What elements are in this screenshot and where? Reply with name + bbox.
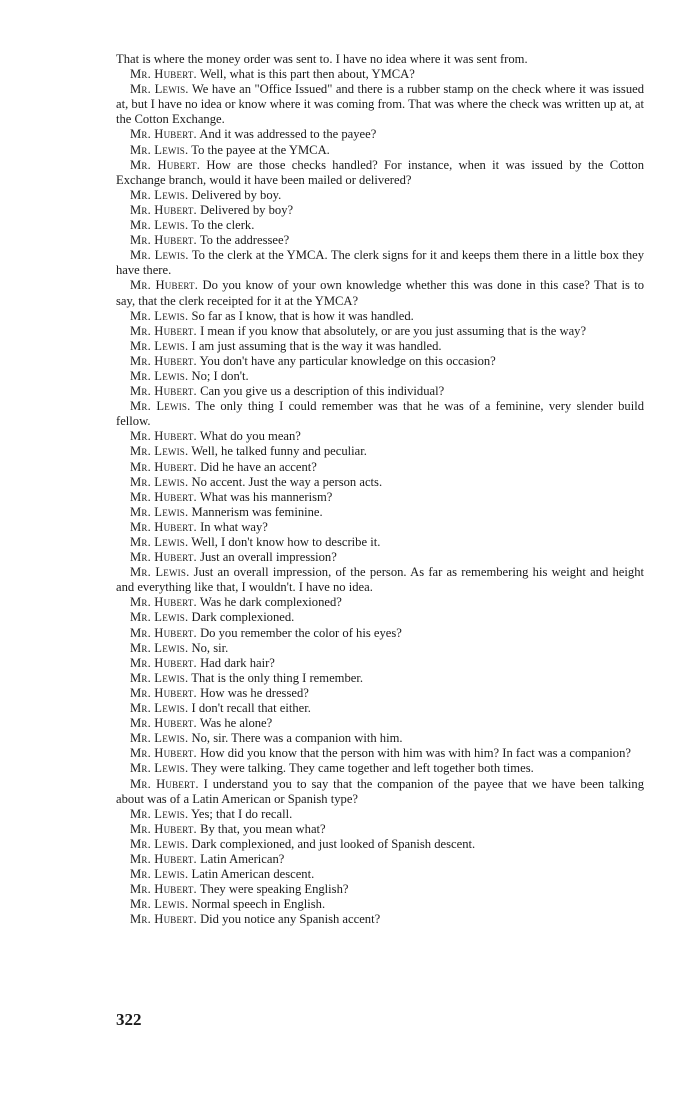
speech-text: I understand you to say that the companion of the payee that we have been talking about was of a Latin American or Spanish type? [116,776,645,806]
speaker-name: Mr. Hubert. [130,851,197,866]
speaker-name: Mr. Hubert. [130,776,199,791]
dialogue-paragraph [116,912,644,927]
speech-text: I don't recall that either. [191,701,311,716]
dialogue-paragraph [116,233,644,248]
speaker-name: Mr. Hubert. [130,202,197,217]
speech-text: How did you know that the person with him was with him? In fact was a companion? [200,746,631,761]
dialogue-paragraph [116,535,644,550]
dialogue-paragraph [116,686,644,701]
dialogue-paragraph [116,731,644,746]
speech-text: Do you remember the color of his eyes? [200,625,402,640]
dialogue-paragraph [116,460,644,475]
speech-text: To the clerk at the YMCA. The clerk signs for it and keeps them there in a little box they have there. [116,248,645,278]
dialogue-paragraph [116,626,644,641]
dialogue-paragraph [116,309,644,324]
speech-text: To the payee at the YMCA. [191,142,330,157]
speech-text: Well, what is this part then about, YMCA? [199,67,415,82]
speaker-name: Mr. Lewis. [130,731,189,746]
speaker-name: Mr. Lewis. [130,806,189,821]
speech-text: In what way? [200,519,268,534]
speech-text: No, sir. There was a companion with him. [191,731,403,746]
speech-text: What was his mannerism? [199,489,333,504]
speech-text: Delivered by boy? [200,202,294,217]
dialogue-paragraph [116,429,644,444]
dialogue-paragraph [116,610,644,625]
dialogue-paragraph [116,475,644,490]
speaker-name: Mr. Lewis. [130,308,189,323]
dialogue-paragraph [116,807,644,822]
speaker-name: Mr. Lewis. [130,535,189,549]
speaker-name: Mr. Lewis. [130,897,189,912]
speaker-name: Mr. Lewis. [130,565,190,580]
dialogue-paragraph [116,716,644,731]
dialogue-paragraph [116,127,644,142]
dialogue-paragraph [116,565,644,595]
dialogue-paragraph [116,641,644,656]
speech-text: And it was addressed to the payee? [199,127,377,142]
speech-text: That is the only thing I remember. [191,670,363,685]
speaker-name: Mr. Hubert. [130,429,197,444]
speaker-name: Mr. Lewis. [130,82,189,97]
transcript-page [116,52,644,927]
speaker-name: Mr. Lewis. [130,187,189,202]
dialogue-paragraph [116,82,644,127]
speech-text: They were talking. They came together and left together both times. [191,761,534,776]
speech-text: To the addressee? [199,233,290,248]
speaker-name: Mr. Lewis. [130,399,191,414]
dialogue-paragraph [116,444,644,459]
dialogue-paragraph [116,158,644,188]
dialogue [116,67,644,927]
speech-text: Can you give us a description of this individual? [200,384,445,399]
speaker-name: Mr. Lewis. [130,142,189,157]
speaker-name: Mr. Hubert. [130,323,197,338]
speaker-name: Mr. Hubert. [130,550,197,565]
dialogue-paragraph [116,248,644,278]
speech-text: Dark complexioned. [191,610,295,625]
speech-text: By that, you mean what? [200,821,326,836]
speech-text: What do you mean? [199,429,301,444]
speech-text: No; I don't. [191,368,249,383]
dialogue-paragraph [116,671,644,686]
speech-text: Was he dark complexioned? [199,595,342,610]
speaker-name: Mr. Lewis. [130,504,189,519]
speech-text: So far as I know, that is how it was handled. [191,308,414,323]
speech-text: Just an overall impression? [200,550,337,565]
speaker-name: Mr. Lewis. [130,248,189,263]
speech-text: Do you know of your own knowledge whether this was done in this case? That is to say, that the clerk receipted for it at the YMCA? [116,278,644,308]
speech-text: How are those checks handled? For instance, when it was issued by the Cotton Exchange branch, would it have been mailed or delivered? [116,157,644,187]
dialogue-paragraph [116,339,644,354]
dialogue-paragraph [116,354,644,369]
dialogue-paragraph [116,595,644,610]
page-number: 322 [116,1010,142,1029]
speaker-name: Mr. Hubert. [130,353,197,368]
speaker-name: Mr. Hubert. [130,278,199,293]
speech-text: The only thing I could remember was that he was of a feminine, very slender build fellow. [116,399,644,429]
speaker-name: Mr. Hubert. [130,685,197,700]
dialogue-paragraph [116,550,644,565]
speaker-name: Mr. Hubert. [130,519,197,534]
dialogue-paragraph [116,369,644,384]
dialogue-paragraph [116,278,644,308]
speech-text: Latin American? [200,851,285,866]
dialogue-paragraph [116,203,644,218]
speech-text: Well, I don't know how to describe it. [191,535,381,549]
speech-text: I am just assuming that is the way it was handled. [191,338,442,353]
speaker-name: Mr. Lewis. [130,444,189,459]
speaker-name: Mr. Lewis. [130,836,189,851]
speech-text: How was he dressed? [200,685,309,700]
speaker-name: Mr. Lewis. [130,761,189,776]
lead-paragraph: That is where the money order was sent to. I have no idea where it was sent from. [116,52,528,66]
speech-text: Did you notice any Spanish accent? [200,912,381,927]
speech-text: To the clerk. [191,218,255,233]
speech-text: We have an "Office Issued" and there is a rubber stamp on the check where it was issued at, but I have no idea or know where it was coming from. That was where the check was written up at, at the Cotton Exchange. [116,82,644,127]
speaker-name: Mr. Hubert. [130,746,197,761]
speech-text: You don't have any particular knowledge on this occasion? [199,353,496,368]
speech-text: Delivered by boy. [191,187,282,202]
dialogue-paragraph [116,701,644,716]
speaker-name: Mr. Hubert. [130,625,197,640]
dialogue-paragraph [116,761,644,776]
speaker-name: Mr. Hubert. [130,882,197,897]
speaker-name: Mr. Hubert. [130,655,197,670]
speech-text: Did he have an accent? [200,459,317,474]
dialogue-paragraph [116,67,644,82]
speech-text: Normal speech in English. [191,897,326,912]
speech-text: Mannerism was feminine. [191,504,323,519]
speech-text: I mean if you know that absolutely, or are you just assuming that is the way? [200,323,587,338]
speech-text: They were speaking English? [199,882,349,897]
speech-text: Yes; that I do recall. [191,806,293,821]
dialogue-paragraph [116,746,644,761]
speaker-name: Mr. Lewis. [130,218,189,233]
dialogue-paragraph [116,399,644,429]
speaker-name: Mr. Lewis. [130,670,189,685]
dialogue-paragraph [116,656,644,671]
dialogue-paragraph [116,218,644,233]
speaker-name: Mr. Lewis. [130,368,189,383]
dialogue-paragraph [116,188,644,203]
speech-text: Was he alone? [199,716,273,731]
speaker-name: Mr. Hubert. [130,716,197,731]
speaker-name: Mr. Hubert. [130,489,197,504]
speech-text: Latin American descent. [191,867,315,882]
speech-text: Had dark hair? [200,655,275,670]
speech-text: Well, he talked funny and peculiar. [191,444,367,459]
dialogue-paragraph [116,852,644,867]
speaker-name: Mr. Hubert. [130,821,197,836]
speaker-name: Mr. Hubert. [130,595,197,610]
speech-text: Just an overall impression, of the person. As far as remembering his weight and height and everything like that, I wouldn't. I have no idea. [116,565,644,595]
dialogue-paragraph [116,882,644,897]
speaker-name: Mr. Hubert. [130,157,201,172]
speaker-name: Mr. Hubert. [130,127,197,142]
speaker-name: Mr. Lewis. [130,867,189,882]
speaker-name: Mr. Hubert. [130,459,197,474]
dialogue-paragraph [116,384,644,399]
speaker-name: Mr. Hubert. [130,384,197,399]
dialogue-paragraph [116,143,644,158]
dialogue-paragraph [116,837,644,852]
dialogue-paragraph [116,867,644,882]
speaker-name: Mr. Lewis. [130,338,189,353]
speaker-name: Mr. Hubert. [130,67,197,82]
speaker-name: Mr. Hubert. [130,912,197,927]
dialogue-paragraph [116,505,644,520]
dialogue-paragraph [116,777,644,807]
dialogue-paragraph [116,490,644,505]
speaker-name: Mr. Lewis. [130,701,189,716]
dialogue-paragraph [116,520,644,535]
dialogue-paragraph [116,897,644,912]
speaker-name: Mr. Lewis. [130,610,189,625]
dialogue-paragraph [116,324,644,339]
speaker-name: Mr. Lewis. [130,474,189,489]
speech-text: Dark complexioned, and just looked of Spanish descent. [191,836,476,851]
speaker-name: Mr. Lewis. [130,640,189,655]
speaker-name: Mr. Hubert. [130,233,197,248]
speech-text: No, sir. [191,640,229,655]
speech-text: No accent. Just the way a person acts. [191,474,383,489]
dialogue-paragraph [116,822,644,837]
